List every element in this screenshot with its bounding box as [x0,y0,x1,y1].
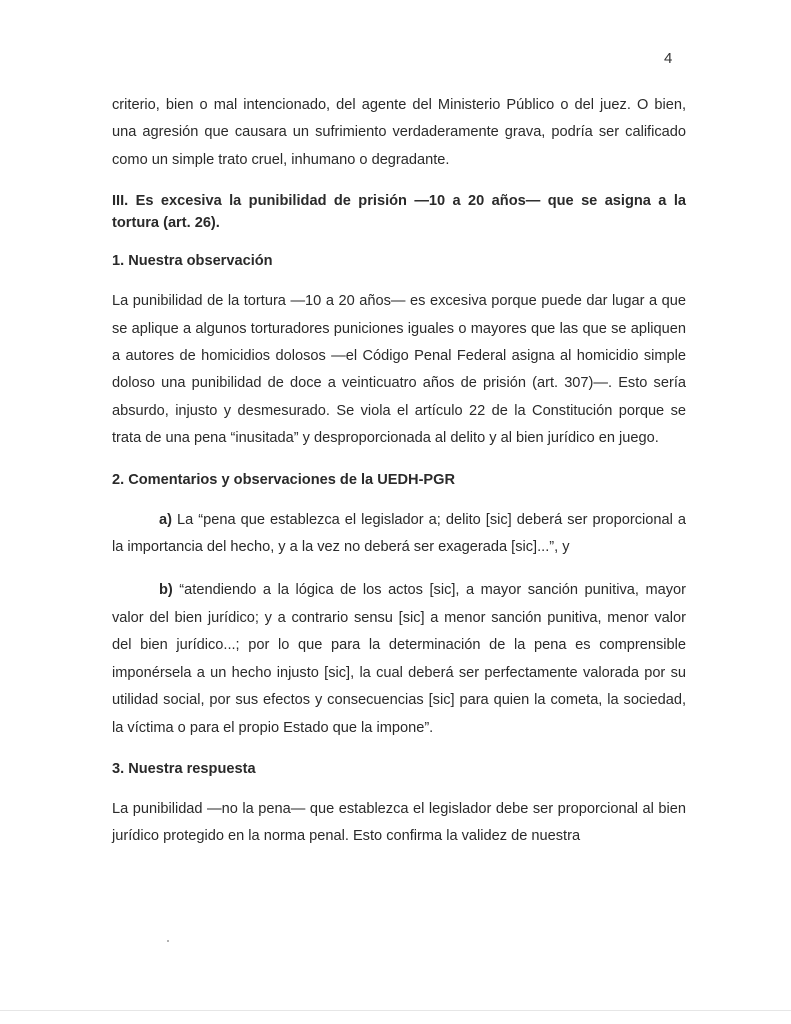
list-item-b [112,577,686,741]
paragraph-respuesta: La punibilidad —no la pena— que establezca el legislador debe ser proporcional al bien jurídico protegido en la norma penal. Esto confirma la validez de nuestra [112,800,686,845]
subheading-observacion: 1. Nuestra observación [112,253,273,270]
paragraph-continuation: criterio, bien o mal intencionado, del agente del Ministerio Público o del juez. O bien, una agresión que causara un sufrimiento verdaderamente grava, podría ser calificado como un simple trato cruel, inhumano o degradante. [112,97,686,168]
paragraph-observacion: La punibilidad de la tortura —10 a 20 años— es excesiva porque puede dar lugar a que se aplique a algunos torturadores puniciones iguales o mayores que las que se apliquen a autores de homicidios dolosos —el Código Penal Federal asigna al homicidio simple doloso una punibilidad de doce a veinticuatro años de prisión (art. 307)—. Esto sería absurdo, injusto y desmesurado. Se viola el artículo 22 de la Constitución porque se trata de una pena “inusitada” y desproporcionada al delito y al bien jurídico en juego. [112,293,686,447]
section-heading-iii: III. Es excesiva la punibilidad de prisión —10 a 20 años— que se asigna a la tortura (art. 26). [112,193,686,232]
scan-speck [167,940,169,942]
list-item-a-label: a) [159,511,172,528]
list-item-b-text: “atendiendo a la lógica de los actos [sic], a mayor sanción punitiva, mayor valor del bien jurídico; y a contrario sensu [sic] a menor sanción punitiva, menor valor del bien jurídico...; por lo que para la determinación de la pena es comprensible imponérsela a un hecho injusto [sic], la cual deberá ser perfectamente valorada por su utilidad social, por sus efectos y consecuencias [sic] para quien la cometa, la sociedad, la víctima o para el propio Estado que la impone”. [112,582,686,736]
subheading-comentarios: 2. Comentarios y observaciones de la UEDH-PGR [112,471,456,488]
document-body [112,92,686,867]
page-number: 4 [664,50,673,67]
list-item-a-text: La “pena que establezca el legislador a; delito [sic] deberá ser proporcional a la importancia del hecho, y a la vez no deberá ser exagerada [sic]...”, y [112,511,686,556]
list-item-a [112,507,686,562]
subheading-respuesta: 3. Nuestra respuesta [112,760,256,777]
scan-edge-line [0,1010,791,1011]
list-item-b-label: b) [159,582,173,599]
